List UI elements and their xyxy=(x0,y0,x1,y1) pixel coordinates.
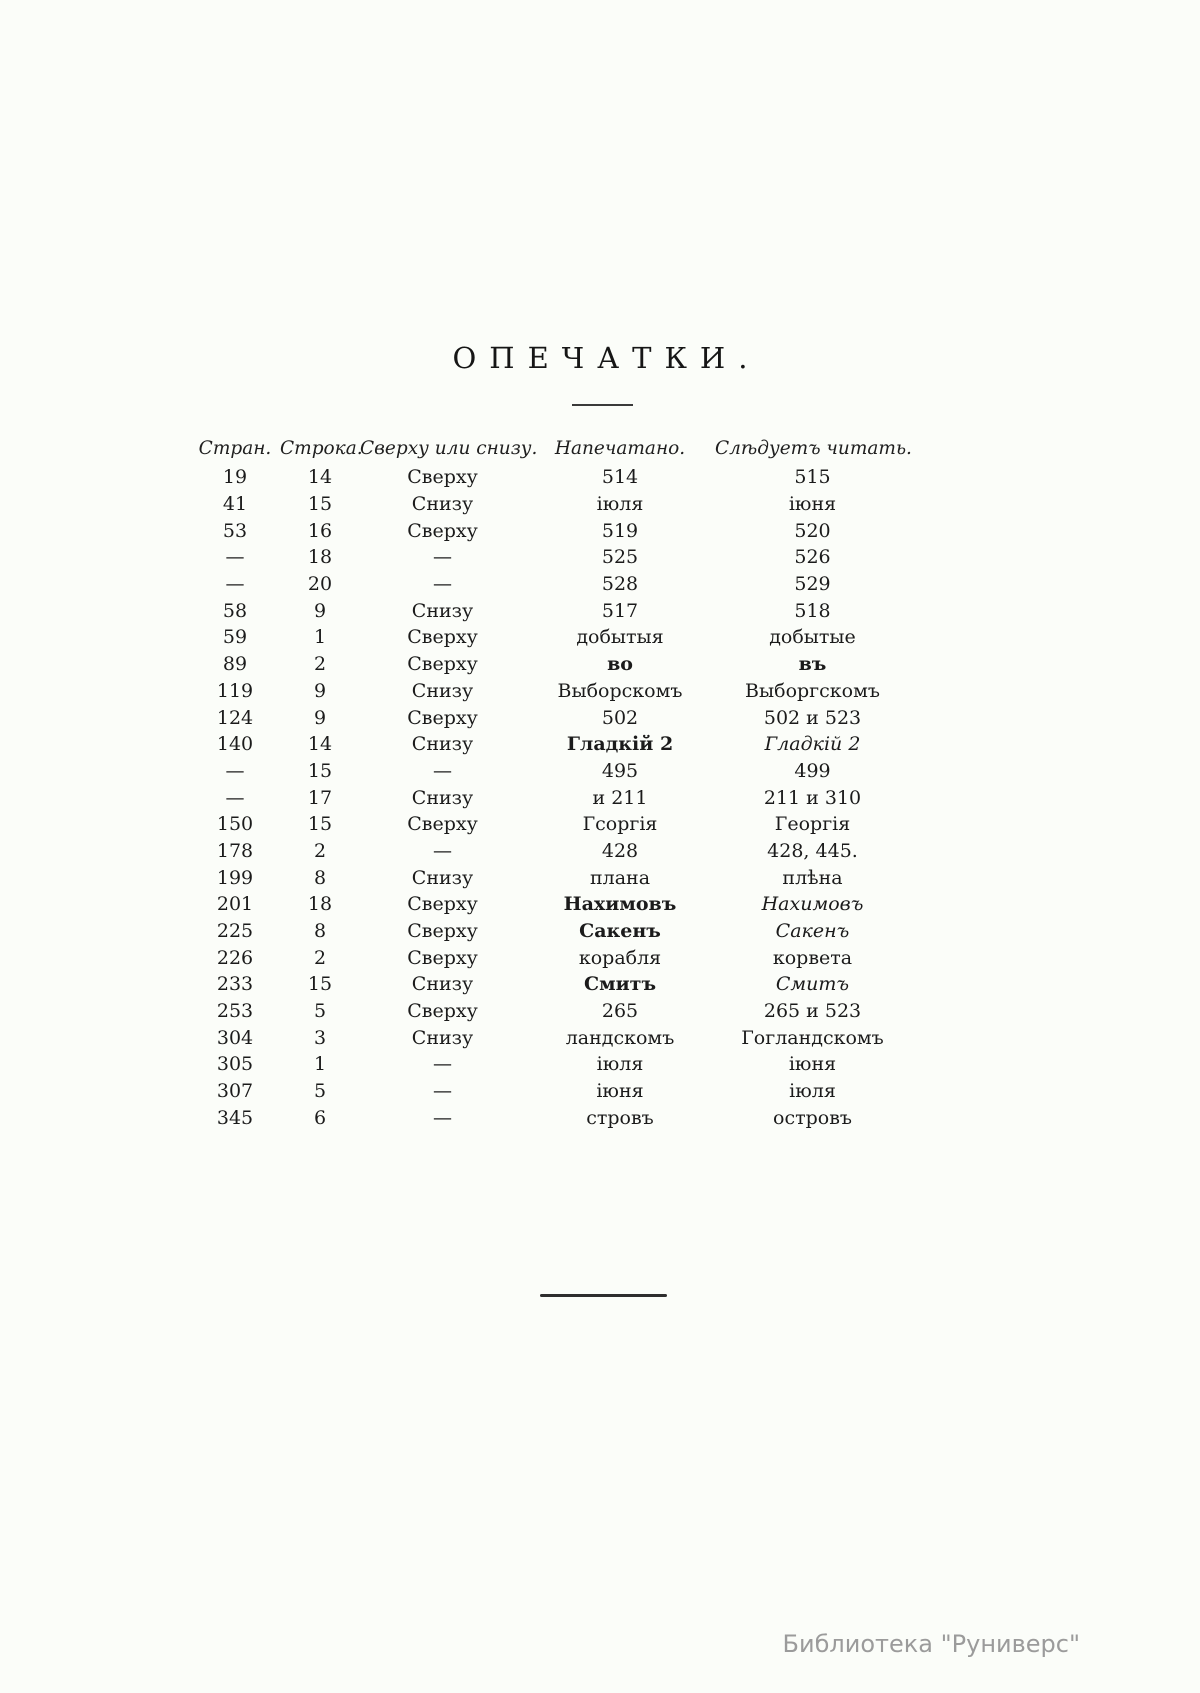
cell-line: 2 xyxy=(313,653,327,676)
errata-table xyxy=(190,433,910,1131)
column-header-printed: Напечатано. xyxy=(554,438,686,459)
table-row xyxy=(190,971,910,998)
cell-printed: 514 xyxy=(601,466,639,489)
cell-page: 253 xyxy=(216,1000,254,1023)
cell-printed: Гсоргія xyxy=(582,813,658,836)
cell-printed: Гладкій 2 xyxy=(566,733,674,756)
cell-page: 226 xyxy=(216,946,254,969)
table-row xyxy=(190,998,910,1025)
library-watermark: Библиотека "Руниверс" xyxy=(782,1630,1080,1658)
cell-line: 15 xyxy=(307,759,333,782)
cell-position: Сверху xyxy=(407,653,478,676)
cell-page: 140 xyxy=(216,733,254,756)
cell-correct: іюля xyxy=(789,1080,836,1103)
table-row xyxy=(190,838,910,865)
table-row xyxy=(190,758,910,785)
cell-position: — xyxy=(433,1053,452,1076)
cell-line: 8 xyxy=(313,866,327,889)
cell-page: — xyxy=(225,759,245,782)
cell-correct: 211 и 310 xyxy=(763,786,862,809)
cell-printed: 528 xyxy=(601,573,639,596)
cell-printed: плана xyxy=(589,866,651,889)
cell-correct: Гладкій 2 xyxy=(764,733,861,756)
cell-correct: 502 и 523 xyxy=(763,706,862,729)
cell-correct: іюня xyxy=(788,1053,837,1076)
cell-correct: плѣна xyxy=(782,866,843,889)
cell-position: Сверху xyxy=(407,813,478,836)
cell-printed: корабля xyxy=(578,946,662,969)
cell-printed: Сакенъ xyxy=(579,920,661,943)
table-row xyxy=(190,784,910,811)
cell-page: 41 xyxy=(222,493,248,516)
cell-page: 124 xyxy=(216,706,254,729)
cell-printed: Нахимовъ xyxy=(563,893,677,916)
cell-page: 53 xyxy=(222,519,248,542)
table-row xyxy=(190,891,910,918)
bottom-divider-rule xyxy=(540,1294,667,1297)
cell-line: 2 xyxy=(313,946,327,969)
cell-line: 8 xyxy=(313,920,327,943)
cell-page: 225 xyxy=(216,920,254,943)
cell-printed: 517 xyxy=(601,599,639,622)
cell-correct: 428, 445. xyxy=(767,839,858,862)
cell-line: 14 xyxy=(307,466,333,489)
cell-position: Снизу xyxy=(411,1026,474,1049)
cell-line: 1 xyxy=(313,1053,327,1076)
cell-line: 3 xyxy=(313,1026,327,1049)
cell-line: 15 xyxy=(307,493,333,516)
cell-printed: 495 xyxy=(601,759,639,782)
cell-printed: добытыя xyxy=(576,626,664,649)
table-row xyxy=(190,1078,910,1105)
cell-correct: 529 xyxy=(794,573,831,596)
cell-position: Снизу xyxy=(411,599,474,622)
table-row xyxy=(190,1105,910,1132)
column-header-page: Стран. xyxy=(198,438,272,459)
cell-correct: 520 xyxy=(794,519,831,542)
cell-position: — xyxy=(433,839,452,862)
cell-position: Снизу xyxy=(411,786,474,809)
cell-printed: стровъ xyxy=(586,1106,654,1129)
cell-page: 345 xyxy=(216,1106,254,1129)
cell-page: 178 xyxy=(216,839,254,862)
page-title: ОПЕЧАТКИ. xyxy=(452,341,761,375)
cell-line: 18 xyxy=(307,893,333,916)
cell-position: Снизу xyxy=(411,679,474,702)
cell-line: 2 xyxy=(313,839,327,862)
cell-printed: Выборскомъ xyxy=(557,679,683,702)
cell-correct: 265 и 523 xyxy=(763,1000,862,1023)
cell-position: Сверху xyxy=(407,626,478,649)
cell-line: 14 xyxy=(307,733,333,756)
table-row xyxy=(190,651,910,678)
cell-printed: 265 xyxy=(601,1000,639,1023)
cell-printed: 502 xyxy=(601,706,639,729)
cell-printed: іюля xyxy=(596,493,644,516)
cell-line: 9 xyxy=(313,706,327,729)
cell-page: 59 xyxy=(222,626,248,649)
cell-page: 119 xyxy=(216,679,254,702)
cell-printed: 519 xyxy=(601,519,639,542)
cell-correct: іюня xyxy=(788,493,837,516)
cell-page: 150 xyxy=(216,813,254,836)
column-header-position: Сверху или снизу. xyxy=(360,438,538,459)
cell-position: Снизу xyxy=(411,866,474,889)
column-header-line: Строка. xyxy=(280,438,363,459)
cell-page: — xyxy=(225,546,245,569)
cell-line: 6 xyxy=(313,1106,327,1129)
table-row xyxy=(190,731,910,758)
cell-correct: Выборгскомъ xyxy=(745,679,880,702)
table-row xyxy=(190,597,910,624)
cell-position: Сверху xyxy=(407,519,478,542)
table-row xyxy=(190,704,910,731)
cell-position: Сверху xyxy=(407,893,478,916)
cell-correct: Сакенъ xyxy=(775,920,850,943)
cell-position: — xyxy=(433,759,452,782)
cell-position: — xyxy=(433,573,452,596)
cell-page: — xyxy=(225,573,245,596)
cell-position: Сверху xyxy=(407,706,478,729)
cell-line: 9 xyxy=(313,679,327,702)
table-row xyxy=(190,517,910,544)
cell-correct: Георгія xyxy=(774,813,851,836)
table-row xyxy=(190,1024,910,1051)
cell-printed: ландскомъ xyxy=(565,1026,675,1049)
cell-page: 305 xyxy=(216,1053,254,1076)
cell-correct: корвета xyxy=(772,946,853,969)
cell-page: 19 xyxy=(222,466,248,489)
cell-line: 15 xyxy=(307,813,333,836)
cell-position: Сверху xyxy=(407,1000,478,1023)
cell-printed: Смитъ xyxy=(583,973,657,996)
cell-position: Сверху xyxy=(407,466,478,489)
cell-page: 201 xyxy=(216,893,254,916)
column-header-correct: Слѣдуетъ читать. xyxy=(715,438,912,459)
cell-position: — xyxy=(433,1106,452,1129)
cell-line: 20 xyxy=(307,573,333,596)
cell-position: Снизу xyxy=(411,493,474,516)
cell-correct: островъ xyxy=(773,1106,852,1129)
cell-page: 304 xyxy=(216,1026,254,1049)
table-row xyxy=(190,1051,910,1078)
cell-position: — xyxy=(433,546,452,569)
cell-page: 307 xyxy=(216,1080,254,1103)
table-row xyxy=(190,918,910,945)
cell-correct: Нахимовъ xyxy=(761,893,864,916)
table-row xyxy=(190,491,910,518)
cell-line: 5 xyxy=(313,1080,327,1103)
cell-page: 58 xyxy=(222,599,248,622)
cell-printed: іюня xyxy=(596,1080,644,1103)
cell-correct: 515 xyxy=(794,466,831,489)
cell-position: — xyxy=(433,1080,452,1103)
cell-line: 1 xyxy=(313,626,327,649)
cell-page: 233 xyxy=(216,973,254,996)
table-row xyxy=(190,811,910,838)
table-row xyxy=(190,944,910,971)
header-row xyxy=(190,433,910,464)
cell-line: 16 xyxy=(307,519,333,542)
table-row xyxy=(190,864,910,891)
cell-correct: въ xyxy=(798,653,827,676)
cell-line: 17 xyxy=(307,786,333,809)
cell-position: Снизу xyxy=(411,973,474,996)
table-row xyxy=(190,678,910,705)
table-row xyxy=(190,544,910,571)
cell-line: 15 xyxy=(307,973,333,996)
cell-printed: 428 xyxy=(601,839,639,862)
cell-position: Сверху xyxy=(407,920,478,943)
cell-correct: 499 xyxy=(794,759,831,782)
title-divider-rule xyxy=(572,404,633,406)
table-row xyxy=(190,464,910,491)
cell-correct: добытые xyxy=(769,626,856,649)
cell-correct: 526 xyxy=(794,546,831,569)
cell-position: Снизу xyxy=(411,733,474,756)
cell-correct: 518 xyxy=(794,599,831,622)
cell-line: 9 xyxy=(313,599,327,622)
cell-line: 5 xyxy=(313,1000,327,1023)
cell-correct: Смитъ xyxy=(775,973,850,996)
cell-correct: Гогландскомъ xyxy=(741,1026,884,1049)
errata-table-body xyxy=(190,464,910,1131)
table-row xyxy=(190,624,910,651)
cell-line: 18 xyxy=(307,546,333,569)
table-row xyxy=(190,571,910,598)
cell-page: 89 xyxy=(222,653,248,676)
cell-page: 199 xyxy=(216,866,254,889)
cell-position: Сверху xyxy=(407,946,478,969)
cell-printed: во xyxy=(607,653,633,676)
cell-printed: іюля xyxy=(596,1053,644,1076)
errata-table-header xyxy=(190,433,910,464)
cell-page: — xyxy=(225,786,245,809)
cell-printed: 525 xyxy=(601,546,639,569)
cell-printed: и 211 xyxy=(592,786,648,809)
